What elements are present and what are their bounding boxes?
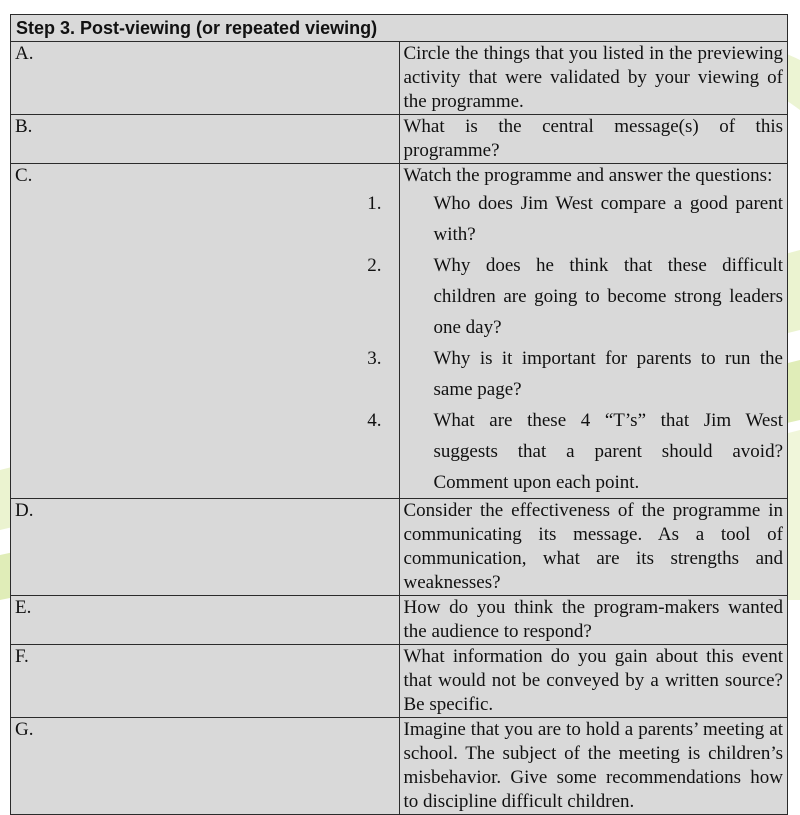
row-text: Watch the programme and answer the questions: — [403, 165, 773, 186]
post-viewing-table — [10, 14, 788, 815]
table-row-e — [11, 596, 788, 645]
row-label: G. — [11, 718, 400, 815]
row-label: F. — [11, 645, 400, 718]
question-item — [367, 188, 784, 250]
row-label: B. — [11, 115, 400, 164]
row-label: A. — [11, 42, 400, 115]
row-text: Consider the effectiveness of the programme in communicating its message. As a tool of communication, what are its strengths and weaknesses? — [399, 499, 788, 596]
question-text: Who does Jim West compare a good parent with? — [433, 193, 783, 245]
table-header-row — [11, 15, 788, 42]
question-number: 3. — [367, 348, 382, 369]
row-label: D. — [11, 499, 400, 596]
question-item — [367, 343, 784, 405]
step-title: Step 3. Post-viewing (or repeated viewing) — [11, 15, 788, 42]
row-label: E. — [11, 596, 400, 645]
table-row-g — [11, 718, 788, 815]
question-number: 1. — [367, 193, 382, 214]
table-row-d — [11, 499, 788, 596]
question-item — [367, 405, 784, 498]
question-item — [367, 250, 784, 343]
question-number: 4. — [367, 410, 382, 431]
worksheet — [10, 14, 788, 815]
question-text: Why does he think that these difficult children are going to become strong leaders one day? — [433, 255, 783, 338]
question-number: 2. — [367, 255, 382, 276]
question-text: What are these 4 “T’s” that Jim West suggests that a parent should avoid? Comment upon each point. — [433, 410, 783, 493]
row-text: What information do you gain about this event that would not be conveyed by a written source? Be specific. — [399, 645, 788, 718]
row-text: How do you think the program-makers wanted the audience to respond? — [399, 596, 788, 645]
row-text: Circle the things that you listed in the previewing activity that were validated by your viewing of the programme. — [399, 42, 788, 115]
question-text: Why is it important for parents to run the same page? — [433, 348, 783, 400]
table-row-f — [11, 645, 788, 718]
table-row-b — [11, 115, 788, 164]
row-content — [367, 164, 788, 499]
row-label: C. — [11, 164, 400, 499]
table-row-c — [11, 164, 788, 499]
table-row-a — [11, 42, 788, 115]
row-text: What is the central message(s) of this programme? — [399, 115, 788, 164]
question-list — [367, 188, 784, 498]
row-text: Imagine that you are to hold a parents’ meeting at school. The subject of the meeting is children’s misbehavior. Give some recommendations how to discipline difficult children. — [399, 718, 788, 815]
